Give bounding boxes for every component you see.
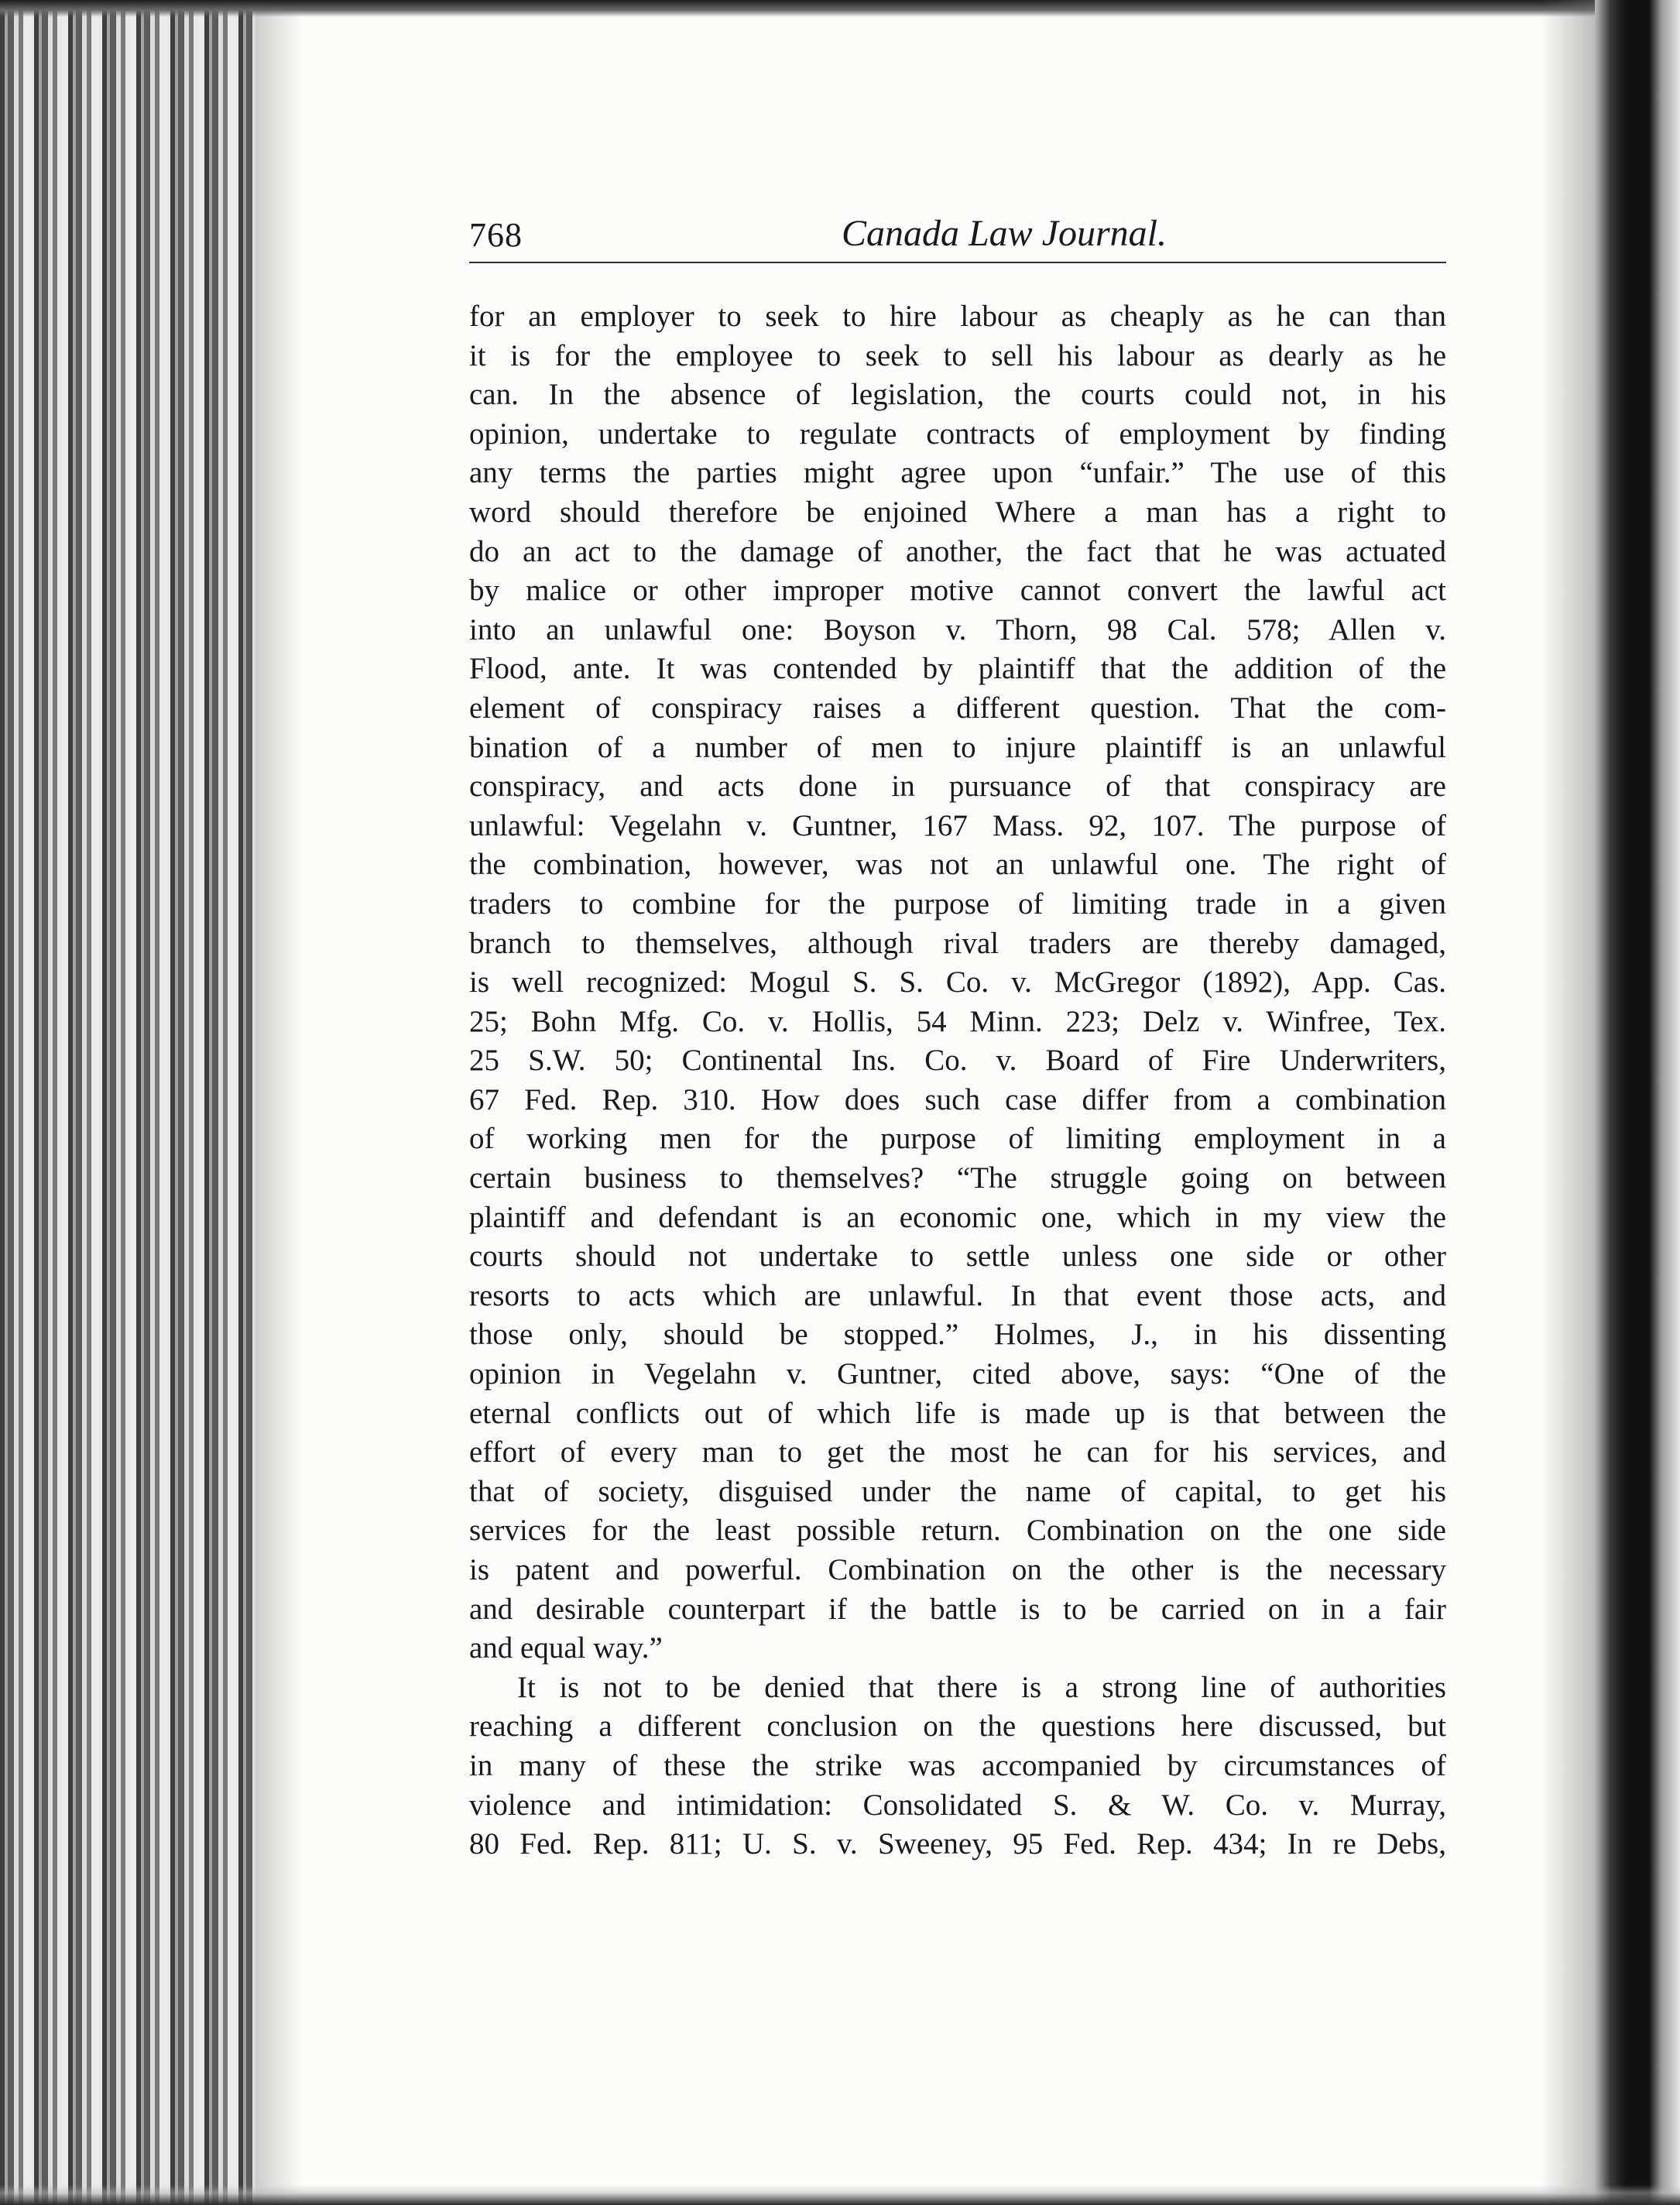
running-head bbox=[469, 207, 1446, 263]
text-line: those only, should be stopped.” Holmes, J., in his dissenting bbox=[469, 1318, 1446, 1352]
page-content bbox=[469, 207, 1446, 1864]
paragraph-2 bbox=[469, 1668, 1446, 1864]
text-line: resorts to acts which are unlawful. In that event those acts, and bbox=[469, 1278, 1446, 1312]
text-line: and equal way.” bbox=[469, 1631, 663, 1665]
text-line: and desirable counterpart if the battle is to be carried on in a fair bbox=[469, 1592, 1446, 1626]
text-line: is well recognized: Mogul S. S. Co. v. McGregor (1892), App. Cas. bbox=[469, 965, 1446, 1000]
top-scan-edge bbox=[0, 0, 1680, 17]
text-line: services for the least possible return. Combination on the one side bbox=[469, 1514, 1446, 1548]
text-line: bination of a number of men to injure plaintiff is an unlawful bbox=[469, 730, 1446, 764]
text-line: of working men for the purpose of limiting employment in a bbox=[469, 1122, 1446, 1156]
bottom-scan-edge bbox=[0, 2185, 1680, 2205]
text-line: reaching a different conclusion on the questions here discussed, but bbox=[469, 1709, 1446, 1744]
right-scan-edge bbox=[1595, 0, 1680, 2205]
text-line: It is not to be denied that there is a strong line of authorities bbox=[517, 1670, 1446, 1704]
text-line: certain business to themselves? “The struggle going on between bbox=[469, 1161, 1446, 1195]
binding-shadow bbox=[255, 0, 302, 2205]
text-line: branch to themselves, although rival traders are thereby damaged, bbox=[469, 926, 1446, 960]
text-line: 25 S.W. 50; Continental Ins. Co. v. Board of Fire Underwriters, bbox=[469, 1044, 1446, 1078]
text-line: conspiracy, and acts done in pursuance of that conspiracy are bbox=[469, 770, 1446, 804]
text-line: element of conspiracy raises a different question. That the com- bbox=[469, 691, 1446, 725]
text-line: opinion, undertake to regulate contracts of employment by finding bbox=[469, 417, 1446, 451]
text-line: that of society, disguised under the name of capital, to get his bbox=[469, 1474, 1446, 1508]
text-line: any terms the parties might agree upon “unfair.” The use of this bbox=[469, 456, 1446, 490]
text-line: for an employer to seek to hire labour as cheaply as he can than bbox=[469, 300, 1446, 333]
text-line: opinion in Vegelahn v. Guntner, cited above, says: “One of the bbox=[469, 1357, 1446, 1391]
text-line: into an unlawful one: Boyson v. Thorn, 98 Cal. 578; Allen v. bbox=[469, 612, 1446, 646]
text-line: effort of every man to get the most he can for his services, and bbox=[469, 1435, 1446, 1469]
text-line: do an act to the damage of another, the fact that he was actuated bbox=[469, 534, 1446, 568]
text-line: Flood, ante. It was contended by plaintiff that the addition of the bbox=[469, 652, 1446, 686]
text-line: the combination, however, was not an unlawful one. The right of bbox=[469, 848, 1446, 882]
text-line: violence and intimidation: Consolidated S. & W. Co. v. Murray, bbox=[469, 1788, 1446, 1822]
text-line: traders to combine for the purpose of limiting trade in a given bbox=[469, 886, 1446, 921]
text-line: word should therefore be enjoined Where a man has a right to bbox=[469, 495, 1446, 529]
paragraph-1 bbox=[469, 297, 1446, 1668]
page-number: 768 bbox=[469, 216, 523, 254]
journal-title: Canada Law Journal. bbox=[841, 213, 1167, 254]
text-line: it is for the employee to seek to sell his labour as dearly as he bbox=[469, 338, 1446, 372]
text-line: 80 Fed. Rep. 811; U. S. v. Sweeney, 95 Fed. Rep. 434; In re Debs, bbox=[469, 1827, 1446, 1861]
text-line: unlawful: Vegelahn v. Guntner, 167 Mass. 92, 107. The purpose of bbox=[469, 808, 1446, 842]
text-line: is patent and powerful. Combination on the other is the necessary bbox=[469, 1553, 1446, 1586]
text-line: courts should not undertake to settle unless one side or other bbox=[469, 1240, 1446, 1274]
text-line: 25; Bohn Mfg. Co. v. Hollis, 54 Minn. 223; Delz v. Winfree, Tex. bbox=[469, 1004, 1446, 1038]
book-binding-edge bbox=[0, 0, 255, 2205]
text-line: 67 Fed. Rep. 310. How does such case differ from a combination bbox=[469, 1082, 1446, 1116]
text-line: plaintiff and defendant is an economic one, which in my view the bbox=[469, 1200, 1446, 1234]
text-line: by malice or other improper motive cannot convert the lawful act bbox=[469, 574, 1446, 608]
page-curl-shadow bbox=[1541, 0, 1595, 2205]
text-line: eternal conflicts out of which life is made up is that between the bbox=[469, 1396, 1446, 1430]
text-line: can. In the absence of legislation, the courts could not, in his bbox=[469, 378, 1446, 412]
text-line: in many of these the strike was accompanied by circumstances of bbox=[469, 1748, 1446, 1782]
